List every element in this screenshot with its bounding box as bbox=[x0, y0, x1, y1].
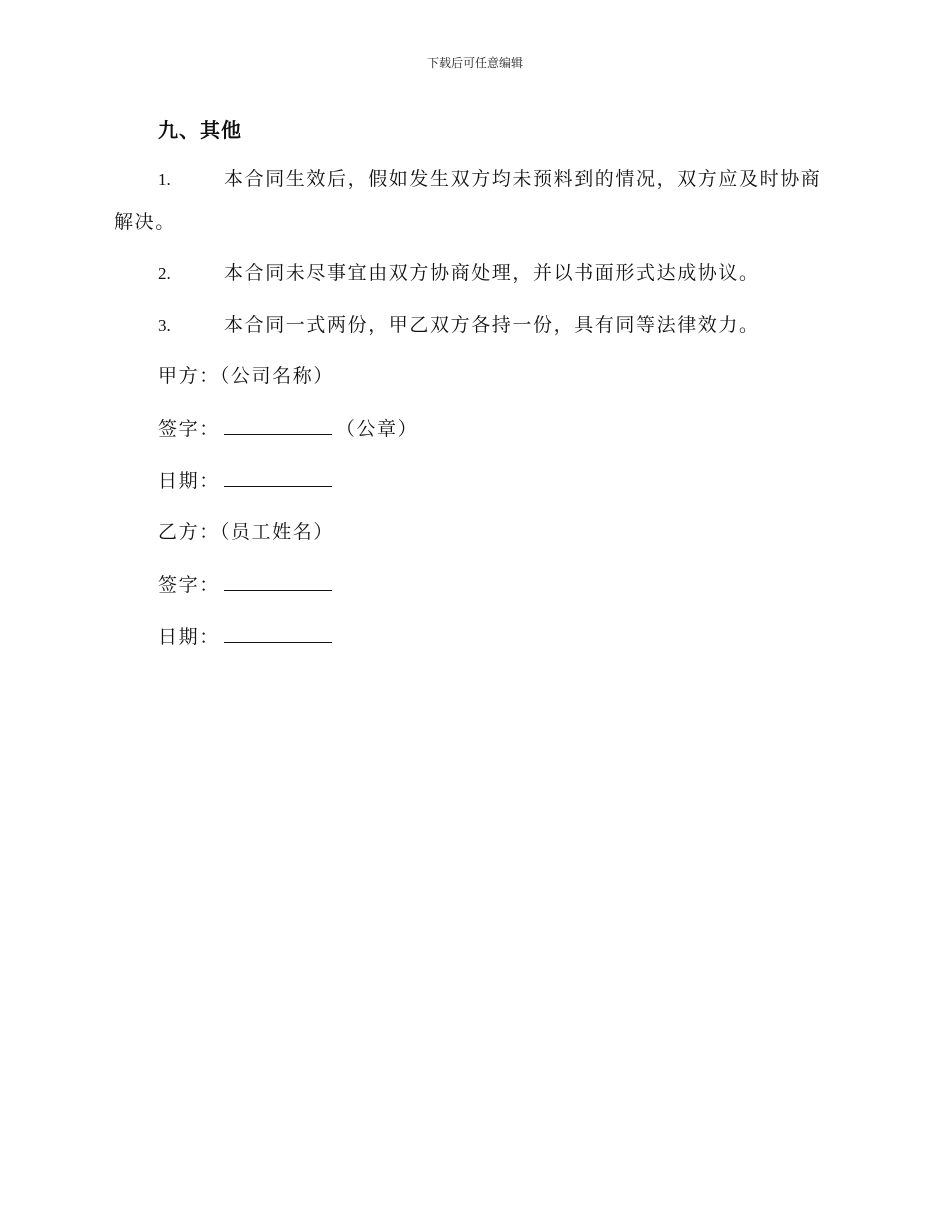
party-b-sign-label: 签字： bbox=[158, 574, 220, 596]
party-b-date-blank bbox=[224, 622, 332, 643]
clause-number: 3. bbox=[158, 316, 171, 335]
party-b-date-label: 日期： bbox=[158, 626, 220, 648]
clause-2 bbox=[114, 252, 836, 295]
clause-number: 1. bbox=[158, 170, 171, 189]
party-b-signature-blank bbox=[224, 570, 332, 591]
clause-text: 本合同生效后，假如发生双方均未预料到的情况，双方应及时协商解决。 bbox=[114, 168, 822, 233]
clause-text: 本合同未尽事宜由双方协商处理，并以书面形式达成协议。 bbox=[224, 262, 760, 284]
party-a-seal: （公章） bbox=[335, 418, 419, 440]
party-b-label: 乙方： bbox=[158, 521, 220, 543]
clause-text: 本合同一式两份，甲乙双方各持一份，具有同等法律效力。 bbox=[224, 314, 760, 336]
party-b-signature-row bbox=[158, 570, 336, 599]
party-a-date-row bbox=[158, 466, 336, 495]
party-a-signature-blank bbox=[224, 414, 332, 435]
party-a-sign-label: 签字： bbox=[158, 418, 220, 440]
page-header-note: 下载后可任意编辑 bbox=[426, 56, 523, 70]
party-a-value: （公司名称） bbox=[219, 365, 334, 387]
party-b-date-row bbox=[158, 622, 336, 651]
party-b-row bbox=[158, 518, 334, 546]
party-a-row bbox=[158, 362, 334, 390]
party-a-date-blank bbox=[224, 466, 332, 487]
clause-number: 2. bbox=[158, 264, 171, 283]
party-a-signature-row bbox=[158, 414, 418, 443]
party-a-date-label: 日期： bbox=[158, 470, 220, 492]
section-title: 九、其他 bbox=[158, 118, 242, 142]
party-a-label: 甲方： bbox=[158, 365, 220, 387]
clause-1 bbox=[114, 158, 836, 243]
party-b-value: （员工姓名） bbox=[219, 521, 334, 543]
clause-3 bbox=[114, 304, 836, 347]
